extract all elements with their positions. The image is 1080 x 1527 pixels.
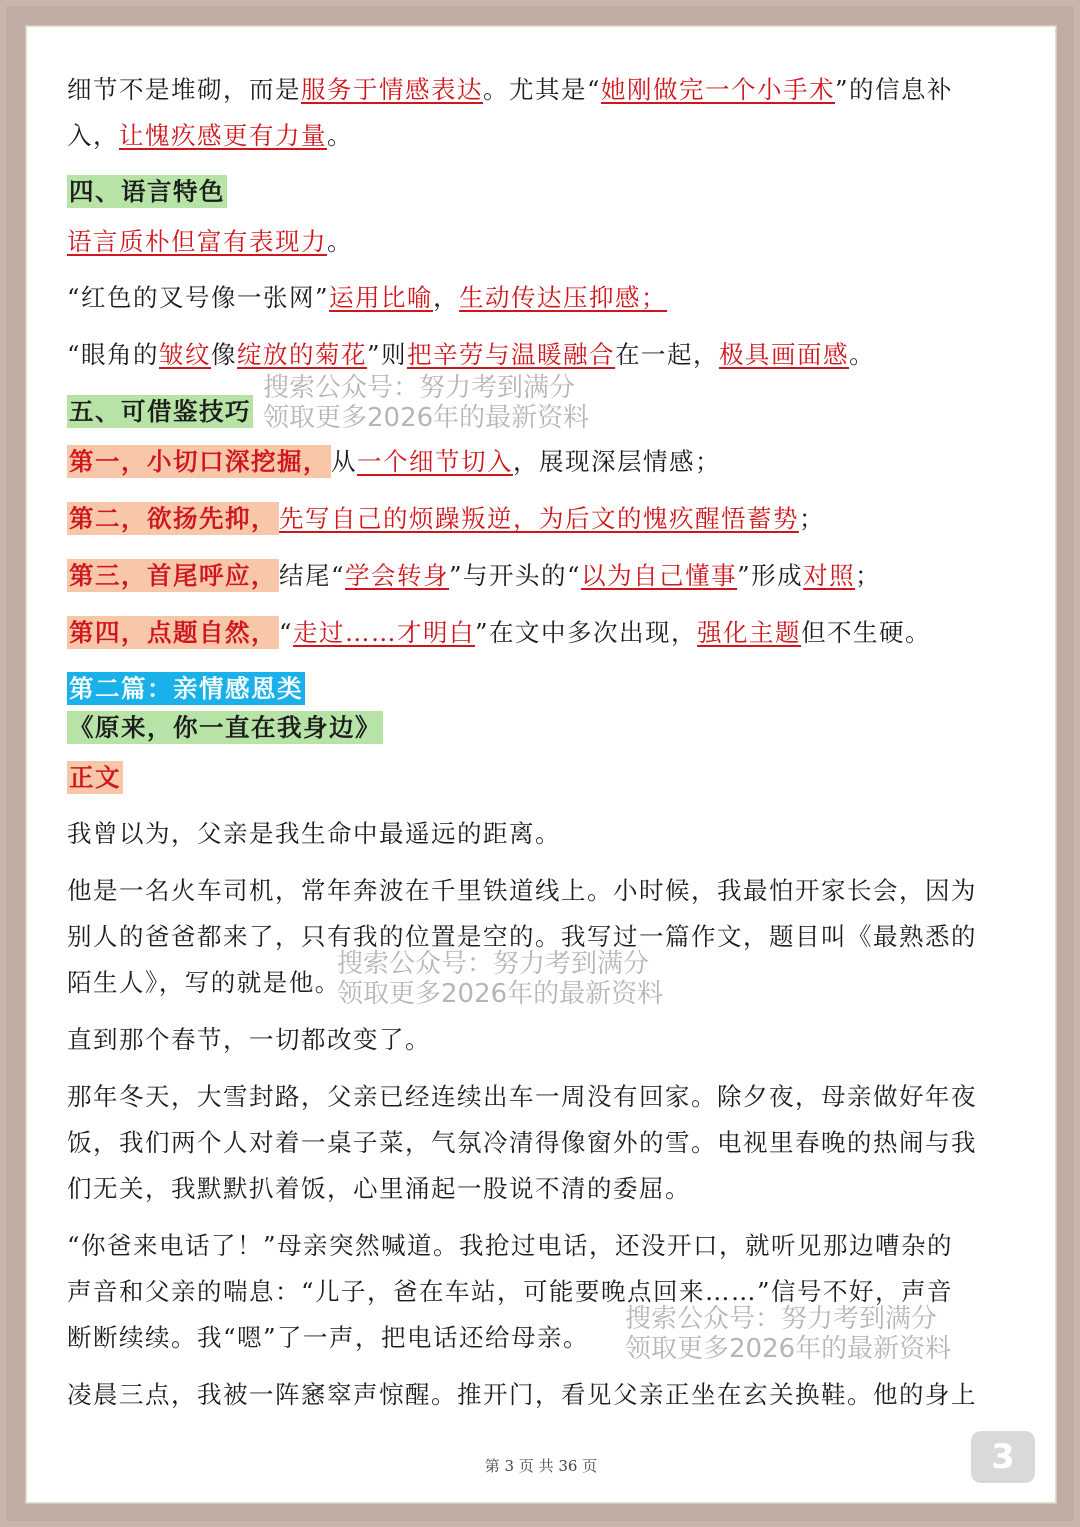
article-line: 声音和父亲的喘息：“儿子，爸在车站，可能要晚点回来……”信号不好，声音	[67, 1277, 954, 1306]
text-span: “眼角的	[67, 340, 160, 369]
text-span: ”形成	[737, 561, 804, 590]
section-title-techniques: 五、可借鉴技巧	[69, 397, 251, 426]
underlined-phrase: 她刚做完一个小手术	[601, 75, 836, 104]
text-span: 在一起，	[615, 340, 720, 369]
underlined-phrase: 强化主题	[697, 618, 802, 647]
text-line	[67, 73, 953, 107]
technique-line	[67, 616, 931, 650]
text-span: 。尤其是“	[483, 75, 602, 104]
article-line: “你爸来电话了！”母亲突然喊道。我抢过电话，还没开口，就听见那边嘈杂的	[67, 1231, 954, 1260]
article-line: 凌晨三点，我被一阵窸窣声惊醒。推开门，看见父亲正坐在玄关换鞋。他的身上	[67, 1380, 977, 1409]
text-span: “	[279, 618, 294, 647]
text-span: ”的信息补	[835, 75, 954, 104]
text-span: “红色的叉号像一张网”	[67, 283, 330, 312]
underlined-phrase: 先写自己的烦躁叛逆，为后文的愧疚醒悟蓄势	[279, 504, 799, 533]
section-heading	[67, 175, 227, 209]
technique-label: 第二，欲扬先抑，	[69, 504, 277, 533]
article-line: 陌生人》，写的就是他。	[67, 968, 341, 997]
text-line	[67, 338, 875, 372]
underlined-phrase: 运用比喻	[329, 283, 434, 312]
watermark	[625, 1304, 951, 1364]
article-line: 那年冬天，大雪封路，父亲已经连续出车一周没有回家。除夕夜，母亲做好年夜	[67, 1082, 977, 1111]
text-span: 细节不是堆砌，而是	[67, 75, 301, 104]
watermark-line: 领取更多2026年的最新资料	[625, 1334, 952, 1364]
text-line	[67, 119, 353, 153]
article-title: 《原来，你一直在我身边》	[69, 713, 381, 742]
text-span: 但不生硬。	[801, 618, 932, 647]
article-line: 我曾以为，父亲是我生命中最遥远的距离。	[67, 819, 561, 848]
text-span: 。	[327, 227, 353, 256]
text-span: 入，	[67, 121, 119, 150]
underlined-phrase: 学会转身	[345, 561, 450, 590]
article-category: 第二篇：亲情感恩类	[69, 674, 303, 703]
text-span: 。	[849, 340, 876, 369]
body-heading	[67, 761, 123, 795]
page-number-badge: 3	[971, 1431, 1035, 1483]
text-line	[67, 281, 667, 315]
underlined-phrase: 走过……才明白	[293, 618, 476, 647]
watermark	[263, 373, 589, 433]
watermark-line: 搜索公众号：努力考到满分	[625, 1304, 938, 1334]
technique-line	[67, 502, 825, 536]
text-span: ”与开头的“	[449, 561, 582, 590]
technique-label: 第一，小切口深挖掘，	[69, 447, 329, 476]
text-span: ”则	[367, 340, 408, 369]
text-span: 结尾“	[279, 561, 346, 590]
text-span: 。	[327, 121, 353, 150]
watermark-line: 领取更多2026年的最新资料	[263, 403, 590, 433]
technique-label: 第三，首尾呼应，	[69, 561, 277, 590]
underlined-phrase: 生动传达压抑感；	[459, 283, 668, 312]
article-line: 饭，我们两个人对着一桌子菜，气氛冷清得像窗外的雪。电视里春晚的热闹与我	[67, 1128, 977, 1157]
underlined-phrase: 对照	[803, 561, 856, 590]
watermark-line: 搜索公众号：努力考到满分	[337, 949, 650, 979]
underlined-phrase: 以为自己懂事	[581, 561, 738, 590]
watermark-line: 搜索公众号：努力考到满分	[263, 373, 576, 403]
article-line: 别人的爸爸都来了，只有我的位置是空的。我写过一篇作文，题目叫《最熟悉的	[67, 922, 977, 951]
underlined-phrase: 语言质朴但富有表现力	[67, 227, 327, 256]
article-line: 断断续续。我“嗯”了一声，把电话还给母亲。	[67, 1323, 590, 1352]
article-line: 直到那个春节，一切都改变了。	[67, 1025, 431, 1054]
underlined-phrase: 让愧疚感更有力量	[119, 121, 327, 150]
category-heading	[67, 672, 305, 706]
article-line: 他是一名火车司机，常年奔波在千里铁道线上。小时候，我最怕开家长会，因为	[67, 876, 977, 905]
watermark	[337, 949, 663, 1009]
underlined-phrase: 服务于情感表达	[301, 75, 483, 104]
text-span: ，	[433, 283, 460, 312]
text-line	[67, 225, 353, 259]
article-line: 们无关，我默默扒着饭，心里涌起一股说不清的委屈。	[67, 1174, 691, 1203]
document-page	[26, 26, 1056, 1503]
underlined-phrase: 绽放的菊花	[237, 340, 368, 369]
text-span: 从	[331, 447, 357, 476]
technique-line	[67, 445, 721, 479]
section-title-language: 四、语言特色	[69, 177, 225, 206]
text-span: 像	[211, 340, 238, 369]
text-span: ；	[799, 504, 825, 533]
page-footer: 第 3 页 共 36 页	[484, 1457, 598, 1475]
article-title-line	[67, 711, 383, 745]
text-span: ”在文中多次出现，	[475, 618, 698, 647]
underlined-phrase: 皱纹	[159, 340, 212, 369]
body-label: 正文	[69, 763, 121, 792]
watermark-line: 领取更多2026年的最新资料	[337, 979, 664, 1009]
text-span: ，展现深层情感；	[513, 447, 721, 476]
section-heading	[67, 395, 253, 429]
underlined-phrase: 一个细节切入	[357, 447, 513, 476]
underlined-phrase: 极具画面感	[719, 340, 850, 369]
technique-label: 第四，点题自然，	[69, 618, 277, 647]
text-span: ；	[855, 561, 882, 590]
underlined-phrase: 把辛劳与温暖融合	[407, 340, 616, 369]
technique-line	[67, 559, 881, 593]
